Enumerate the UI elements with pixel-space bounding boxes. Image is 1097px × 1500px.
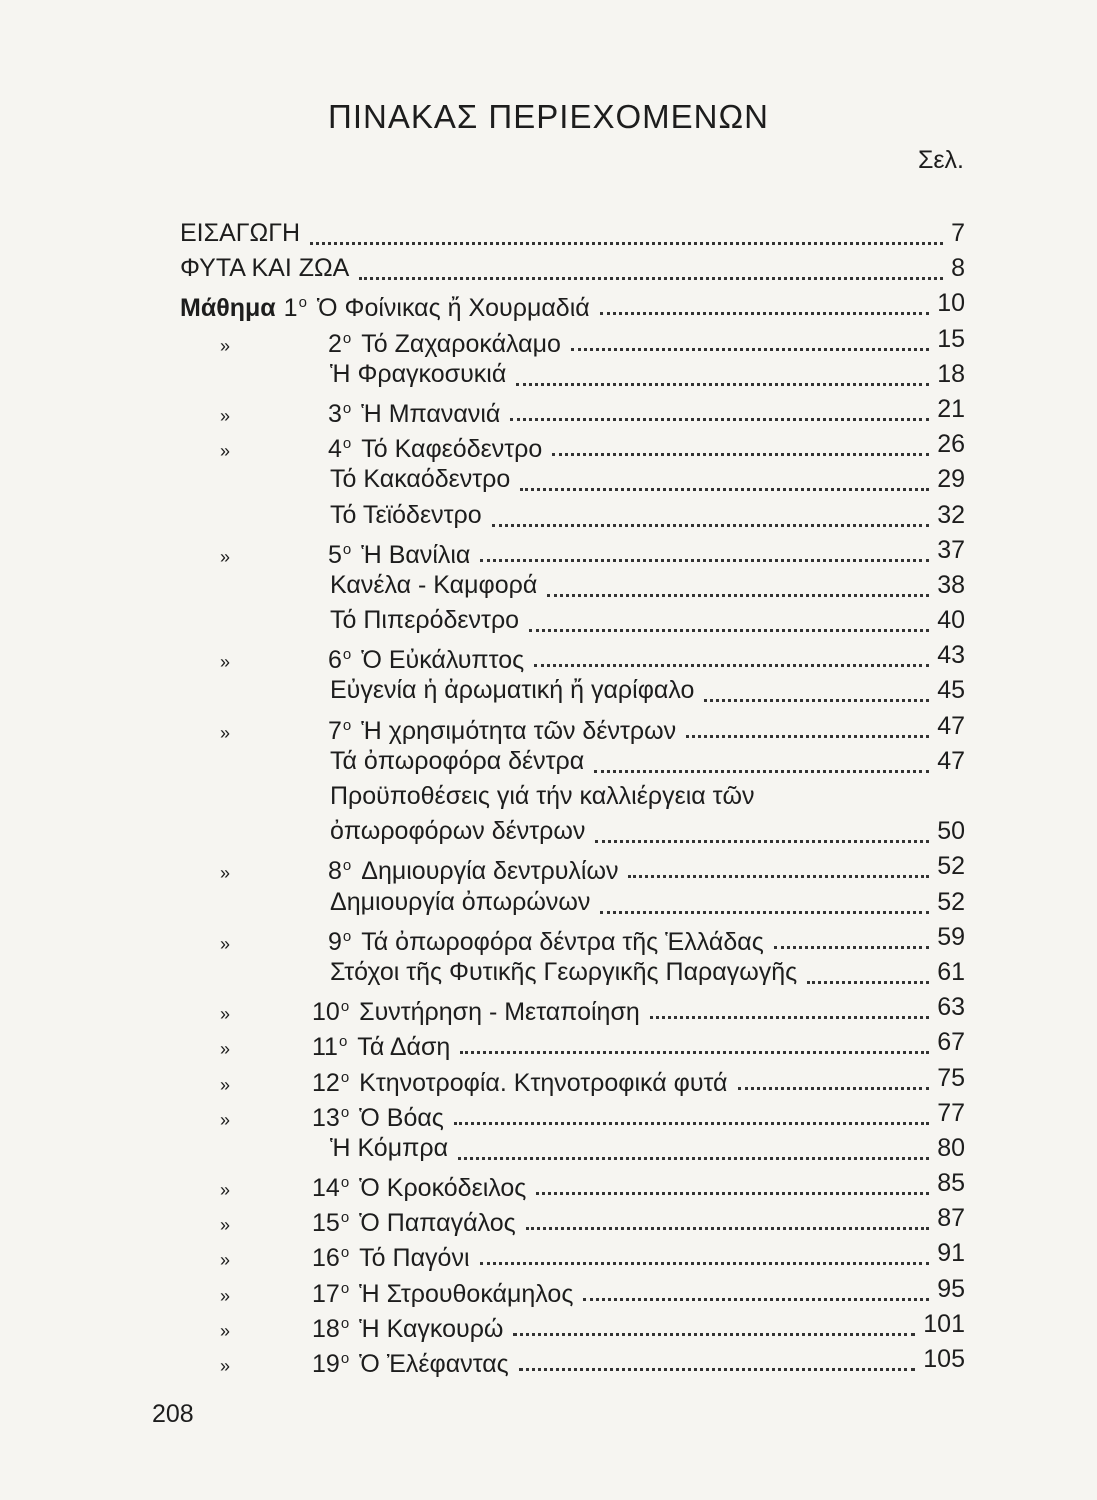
entry-page: 43: [937, 641, 965, 670]
entry-page: 87: [937, 1204, 965, 1233]
entry-page: 85: [937, 1169, 965, 1198]
lesson-number: $10^o$: [312, 998, 350, 1027]
page-number: 208: [152, 1400, 194, 1428]
dot-leader: [774, 916, 929, 949]
entry-title: Τά ὀπωροφόρα δέντρα: [330, 746, 585, 775]
dot-leader: [458, 1127, 929, 1160]
entry-page: 26: [937, 430, 965, 459]
ditto-mark: »: [220, 1215, 231, 1236]
ditto-mark: »: [220, 1004, 231, 1025]
entry-page: 21: [937, 394, 965, 423]
lesson-number: $16^o$: [312, 1244, 350, 1273]
entry-title: Ὁ Κροκόδειλος: [359, 1174, 527, 1203]
dot-leader: [547, 564, 929, 597]
ditto-mark: »: [220, 1250, 231, 1271]
page-column-label: Σελ.: [917, 146, 964, 174]
entry-title: Προϋποθέσεις γιά τήν καλλιέργεια τῶν: [330, 782, 755, 810]
entry-page: 77: [937, 1098, 965, 1127]
ditto-mark: »: [220, 933, 231, 954]
lesson-number: $2^o$: [328, 329, 352, 358]
entry-title: Τό Παγόνι: [359, 1244, 470, 1273]
lesson-number: $8^o$: [328, 857, 352, 886]
entry-title: Τό Πιπερόδεντρο: [330, 606, 520, 635]
lesson-number: $5^o$: [328, 540, 352, 569]
entry-title: Τά ὀπωροφόρα δέντρα τῆς Ἑλλάδας: [361, 927, 764, 956]
entry-page: 18: [937, 359, 965, 388]
ditto-mark: »: [220, 1320, 231, 1341]
entry-page: 8: [951, 254, 965, 283]
dot-leader: [526, 1197, 929, 1230]
ditto-mark: »: [220, 1109, 231, 1130]
entry-page: 95: [937, 1274, 965, 1303]
ditto-mark: »: [220, 863, 231, 884]
dot-leader: [704, 669, 929, 702]
dot-leader: [460, 1021, 929, 1054]
toc-entry: [180, 746, 965, 781]
dot-leader: [520, 458, 929, 491]
dot-leader: [516, 353, 929, 386]
ditto-mark: »: [220, 652, 231, 673]
page-title: ΠΙΝΑΚΑΣ ΠΕΡΙΕΧΟΜΕΝΩΝ: [328, 98, 769, 135]
lesson-number: $13^o$: [312, 1103, 350, 1132]
entry-title: Συντήρηση - Μεταποίηση: [359, 998, 640, 1027]
dot-leader: [359, 247, 943, 280]
entry-page: 40: [937, 606, 965, 635]
dot-leader: [534, 634, 929, 667]
entry-title: Τό Καφεόδεντρο: [361, 435, 543, 464]
entry-title: Ἡ Καγκουρώ: [359, 1314, 504, 1343]
lesson-label: Μάθημα: [180, 294, 276, 323]
entry-title: Ὁ Ἐλέφαντας: [359, 1350, 509, 1378]
entry-title: Τό Κακαόδεντρο: [330, 465, 511, 494]
dot-leader: [595, 810, 929, 843]
ditto-mark: »: [220, 1180, 231, 1201]
ditto-mark: »: [220, 1039, 231, 1060]
dot-leader: [686, 705, 929, 738]
dot-leader: [571, 318, 929, 351]
lesson-number: $12^o$: [312, 1068, 350, 1097]
dot-leader: [594, 740, 929, 773]
entry-title: Κανέλα - Καμφορά: [330, 570, 538, 599]
ditto-mark: »: [220, 441, 231, 462]
entry-page: 75: [937, 1063, 965, 1092]
entry-title: Κτηνοτροφία. Κτηνοτροφικά φυτά: [359, 1068, 728, 1097]
entry-title: Ὁ Εὐκάλυπτος: [361, 646, 525, 675]
entry-page: 80: [937, 1133, 965, 1162]
entry-page: 52: [937, 887, 965, 916]
entry-page: 67: [937, 1028, 965, 1057]
entry-page: 38: [937, 570, 965, 599]
dot-leader: [536, 1162, 929, 1195]
entry-title: Ἡ Μπανανιά: [361, 399, 501, 428]
dot-leader: [454, 1092, 929, 1125]
dot-leader: [310, 212, 943, 245]
lesson-number: $15^o$: [312, 1209, 350, 1238]
dot-leader: [480, 1232, 929, 1265]
entry-page: 52: [937, 852, 965, 881]
dot-leader: [807, 951, 929, 984]
dot-leader: [480, 529, 929, 562]
entry-page: 63: [937, 993, 965, 1022]
dot-leader: [529, 599, 929, 632]
entry-page: 29: [937, 465, 965, 494]
entry-title: ὀπωροφόρων δέντρων: [330, 817, 586, 846]
lesson-number: $11^o$: [312, 1033, 348, 1062]
entry-page: 32: [937, 500, 965, 529]
entry-title: Ἡ Φραγκοσυκιά: [330, 359, 507, 388]
dot-leader: [519, 1338, 915, 1371]
entry-title: Ὁ Φοίνικας ἤ Χουρμαδιά: [316, 294, 590, 323]
entry-page: 105: [923, 1345, 965, 1373]
dot-leader: [600, 282, 929, 315]
entry-title: Ἡ Στρουθοκάμηλος: [359, 1279, 574, 1308]
entry-page: 47: [937, 711, 965, 740]
entry-page: 15: [937, 324, 965, 353]
entry-title: Δημιουργία ὀπωρώνων: [330, 887, 591, 916]
entry-title: Τά Δάση: [357, 1033, 451, 1062]
ditto-mark: »: [220, 546, 231, 567]
ditto-mark: »: [220, 1285, 231, 1306]
table-of-contents: [180, 218, 965, 1379]
entry-title: Ὁ Παπαγάλος: [359, 1209, 516, 1238]
lesson-number: $9^o$: [328, 927, 352, 956]
entry-title: Δημιουργία δεντρυλίων: [361, 857, 619, 886]
entry-page: 101: [923, 1309, 965, 1338]
ditto-mark: »: [220, 1074, 231, 1095]
ditto-mark: »: [220, 335, 231, 356]
entry-page: 7: [951, 219, 965, 247]
entry-page: 47: [937, 746, 965, 775]
lesson-number: $7^o$: [328, 716, 352, 745]
dot-leader: [583, 1268, 929, 1301]
entry-page: 91: [937, 1239, 965, 1268]
entry-page: 37: [937, 535, 965, 564]
toc-entry: [180, 1344, 965, 1379]
dot-leader: [513, 1303, 915, 1336]
entry-page: 50: [937, 817, 965, 846]
lesson-number: $6^o$: [328, 646, 352, 675]
entry-page: 61: [937, 957, 965, 986]
entry-title: Ἡ χρησιμότητα τῶν δέντρων: [361, 716, 677, 745]
entry-title: Ἡ Κόμπρα: [330, 1133, 449, 1162]
entry-title: ΕΙΣΑΓΩΓΗ: [180, 219, 301, 247]
lesson-number: $18^o$: [312, 1314, 350, 1343]
dot-leader: [600, 881, 929, 914]
dot-leader: [650, 986, 929, 1019]
ditto-mark: »: [220, 405, 231, 426]
ditto-mark: »: [220, 1356, 231, 1376]
entry-title: Τό Ζαχαροκάλαμο: [361, 329, 561, 358]
dot-leader: [552, 423, 929, 456]
dot-leader: [510, 388, 929, 421]
entry-title: Εὐγενία ἡ ἀρωματική ἤ γαρίφαλο: [330, 676, 695, 705]
dot-leader: [738, 1057, 929, 1090]
ditto-mark: »: [220, 722, 231, 743]
lesson-number: $19^o$: [312, 1350, 350, 1378]
lesson-number: $17^o$: [312, 1279, 350, 1308]
entry-title: Ἡ Βανίλια: [361, 540, 471, 569]
lesson-number: $3^o$: [328, 399, 352, 428]
entry-title: Τό Τεϊόδεντρο: [330, 500, 482, 529]
lesson-number: $1^o$: [283, 294, 307, 323]
lesson-number: $14^o$: [312, 1174, 350, 1203]
entry-page: 45: [937, 676, 965, 705]
entry-title: ΦΥΤΑ ΚΑΙ ΖΩΑ: [180, 254, 350, 283]
entry-page: 59: [937, 922, 965, 951]
dot-leader: [628, 845, 929, 878]
dot-leader: [492, 494, 929, 527]
entry-title: Στόχοι τῆς Φυτικῆς Γεωργικῆς Παραγωγῆς: [330, 957, 798, 986]
lesson-number: $4^o$: [328, 435, 352, 464]
entry-title: Ὁ Βόας: [359, 1103, 444, 1132]
entry-page: 10: [937, 289, 965, 318]
